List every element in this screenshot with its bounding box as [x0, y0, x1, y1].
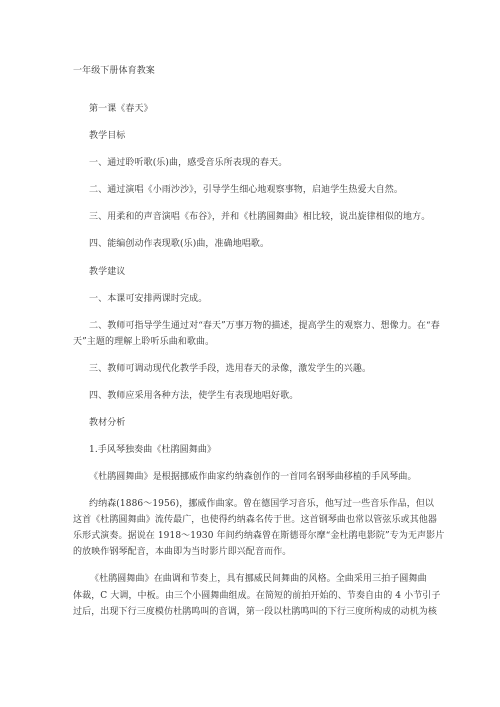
suggestion-item: 四、教师应采用各种方法，使学生有表现地唱好歌。 [89, 391, 299, 401]
analysis-paragraph: 《杜鹃圆舞曲》是根据挪威作曲家约纳森创作的一首同名钢琴曲移植的手风琴曲。 [89, 472, 417, 482]
suggestion-item-continued: 天”主题的理解上聆听乐曲和歌曲。 [73, 337, 215, 347]
suggestion-item: 二、教师可指导学生通过对“春天”万事万物的描述，提高学生的观察力、想像力。在“春 [89, 321, 440, 331]
suggestion-item: 三、教师可调动现代化教学手段，选用春天的录像，激发学生的兴趣。 [89, 364, 372, 374]
goal-item: 一、通过聆听歌(乐)曲，感受音乐所表现的春天。 [89, 158, 288, 168]
analysis-paragraph-line: 这首《杜鹃圆舞曲》流传最广，也使得约纳森名传于世。这首钢琴曲也常以管弦乐或其他器 [73, 515, 438, 525]
analysis-subheading: 1.手风琴独奏曲《杜鹃圆舞曲》 [89, 445, 217, 455]
analysis-paragraph-line: 乐形式演奏。据说在 1918～1930 年间约纳森曾在斯德哥尔摩“金杜鹃电影院”专为无声影片 [73, 531, 445, 541]
analysis-heading: 教材分析 [89, 418, 126, 428]
doc-title: 一年级下册体育教案 [73, 66, 155, 76]
goals-heading: 教学目标 [89, 131, 126, 141]
lesson-title: 第一课《春天》 [89, 104, 153, 114]
suggestion-item: 一、本课可安排两课时完成。 [89, 294, 208, 304]
analysis-paragraph-line: 约纳森(1886～1956)，挪威作曲家。曾在德国学习音乐，他写过一些音乐作品，但以 [89, 499, 435, 509]
analysis-paragraph-line: 过后，出现下行三度模仿杜鹃鸣叫的音调，第一段以杜鹃鸣叫的下行三度所构成的动机为核 [73, 607, 438, 617]
suggestions-heading: 教学建议 [89, 267, 126, 277]
goal-item: 三、用柔和的声音演唱《布谷》，并和《杜鹃圆舞曲》相比较，说出旋律相似的地方。 [89, 212, 431, 222]
analysis-paragraph-line: 的放映作钢琴配音，本曲即为当时影片即兴配音而作。 [73, 547, 292, 557]
analysis-paragraph-line: 《杜鹃圆舞曲》在曲调和节奏上，具有挪威民间舞曲的风格。全曲采用三拍子圆舞曲 [90, 574, 427, 584]
analysis-paragraph-line: 体裁，C 大调，中板。由三个小圆舞曲组成。在简短的前拍开始的、节奏自由的 4 小节引子 [73, 591, 441, 601]
goal-item: 二、通过演唱《小雨沙沙》，引导学生细心地观察事物，启迪学生热爱大自然。 [89, 185, 404, 195]
goal-item: 四、能编创动作表现歌(乐)曲，准确地唱歌。 [89, 239, 270, 249]
